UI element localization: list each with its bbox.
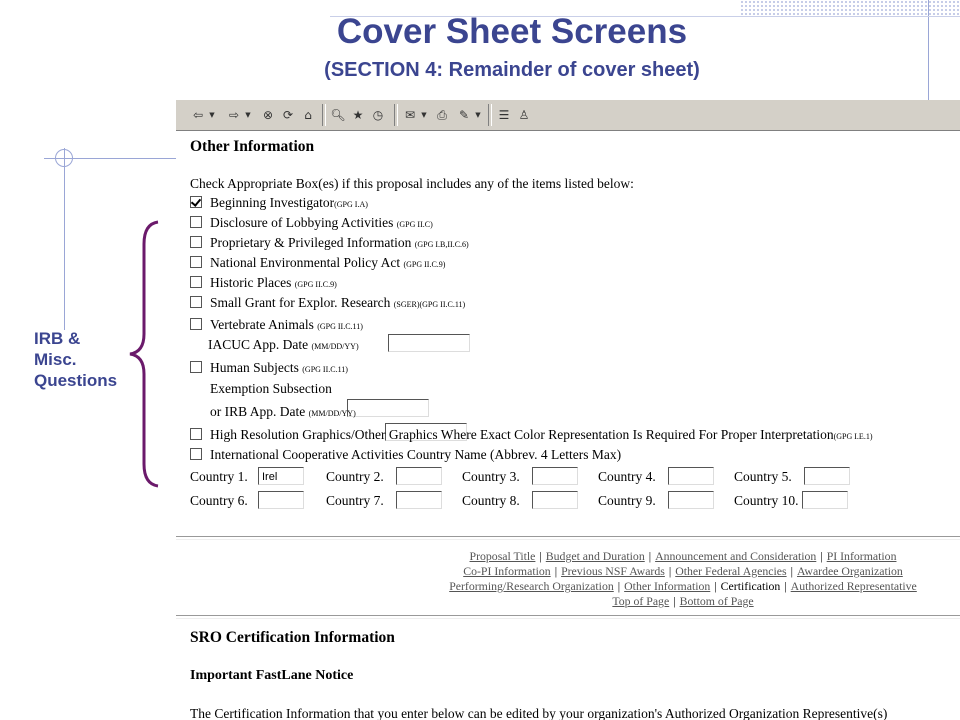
- checkbox-proprietary[interactable]: [190, 236, 202, 248]
- nav-separator: |: [648, 549, 652, 563]
- nav-link[interactable]: Performing/Research Organization: [449, 579, 614, 593]
- nav-link[interactable]: Authorized Representative: [790, 579, 917, 593]
- checkbox-sger[interactable]: [190, 296, 202, 308]
- country-input[interactable]: [668, 491, 714, 509]
- item-label: National Environmental Policy Act: [210, 255, 404, 270]
- dropdown-arrow-icon[interactable]: ▼: [421, 111, 427, 119]
- section-heading: Other Information: [190, 138, 315, 155]
- item-ref: (GPG I.E.1): [833, 432, 873, 441]
- checkbox-item[interactable]: [190, 274, 337, 292]
- stop-icon[interactable]: ⊗: [262, 108, 274, 122]
- country-label: Country 1.: [190, 469, 248, 484]
- checkbox-vertebrate[interactable]: [190, 318, 202, 330]
- nav-link[interactable]: Bottom of Page: [679, 594, 754, 608]
- country-input[interactable]: [396, 491, 442, 509]
- nav-separator: |: [668, 564, 672, 578]
- slide-subtitle: (SECTION 4: Remainder of cover sheet): [324, 59, 700, 81]
- checkbox-beginning-investigator[interactable]: [190, 196, 202, 208]
- curly-brace-icon: [120, 218, 164, 490]
- country-label: Country 8.: [462, 493, 520, 508]
- print-icon[interactable]: ⎙: [437, 108, 447, 122]
- refresh-icon[interactable]: ⟳: [282, 108, 294, 122]
- deco-vertical-line-left: [64, 148, 65, 330]
- nav-separator: |: [790, 564, 793, 578]
- brace-label-line: Misc.: [34, 350, 77, 369]
- toolbar-separator: [488, 104, 492, 126]
- home-icon[interactable]: ⌂: [304, 108, 312, 122]
- brace-label-line: Questions: [34, 371, 118, 390]
- country-label: Country 2.: [326, 469, 384, 484]
- item-label: Human Subjects: [210, 360, 303, 375]
- nav-link[interactable]: Co-PI Information: [463, 564, 551, 578]
- country-input[interactable]: [804, 467, 850, 485]
- sro-heading: SRO Certification Information: [190, 629, 395, 646]
- country-input[interactable]: [396, 467, 442, 485]
- instruction-text: Check Appropriate Box(es) if this proposal includes any of the items listed below:: [190, 176, 634, 191]
- item-ref: (GPG I.B,II.C.6): [414, 240, 469, 249]
- nav-link: Certification: [720, 579, 781, 593]
- item-label: Disclosure of Lobbying Activities: [210, 215, 397, 230]
- country-input[interactable]: [532, 467, 578, 485]
- nav-separator: |: [820, 549, 823, 563]
- country-label: Country 7.: [326, 493, 384, 508]
- search-icon[interactable]: 🔍︎: [330, 108, 346, 122]
- item-label: International Cooperative Activities Country Name (Abbrev. 4 Letters Max): [210, 447, 622, 462]
- nav-link-row: [411, 594, 955, 609]
- checkbox-item[interactable]: [190, 316, 363, 334]
- dropdown-arrow-icon[interactable]: ▼: [209, 111, 215, 119]
- nav-separator: |: [539, 549, 542, 563]
- browser-toolbar: [176, 100, 960, 131]
- nav-link-row: [411, 579, 955, 594]
- nav-link[interactable]: Budget and Duration: [545, 549, 645, 563]
- checkbox-item[interactable]: [190, 254, 445, 272]
- checkbox-item[interactable]: [190, 446, 621, 464]
- item-label: Historic Places: [210, 275, 295, 290]
- forward-icon[interactable]: ⇨: [228, 108, 240, 122]
- irb-label-text: or IRB App. Date: [210, 404, 309, 419]
- nav-link[interactable]: Announcement and Consideration: [655, 549, 817, 563]
- deco-circle: [55, 149, 73, 167]
- nav-link-row: [411, 549, 955, 564]
- favorites-icon[interactable]: ★: [352, 108, 364, 122]
- nav-link[interactable]: PI Information: [826, 549, 897, 563]
- checkbox-item[interactable]: [190, 234, 469, 252]
- checkbox-nepa[interactable]: [190, 256, 202, 268]
- notice-heading: Important FastLane Notice: [190, 668, 354, 683]
- history-icon[interactable]: ◷: [372, 108, 384, 122]
- item-label: Proprietary & Privileged Information: [210, 235, 415, 250]
- item-ref: (GPG II.C.9): [403, 260, 446, 269]
- checkbox-high-res-graphics[interactable]: [190, 428, 202, 440]
- nav-separator: |: [673, 594, 676, 608]
- nav-link[interactable]: Proposal Title: [469, 549, 536, 563]
- country-label: Country 6.: [190, 493, 248, 508]
- country-input[interactable]: [668, 467, 714, 485]
- country-label: Country 3.: [462, 469, 520, 484]
- dropdown-arrow-icon[interactable]: ▼: [475, 111, 481, 119]
- item-label: High Resolution Graphics/Other Graphics Where Exact Color Representation Is Required For Proper Interpretation: [210, 427, 834, 442]
- dropdown-arrow-icon[interactable]: ▼: [245, 111, 251, 119]
- country-input[interactable]: Irel: [258, 467, 304, 485]
- toolbar-separator: [322, 104, 326, 126]
- item-label: Small Grant for Explor. Research: [210, 295, 394, 310]
- slide-title: Cover Sheet Screens: [336, 12, 688, 51]
- messenger-icon[interactable]: ♙: [518, 108, 530, 122]
- divider: [176, 615, 960, 619]
- country-input[interactable]: [258, 491, 304, 509]
- nav-separator: |: [784, 579, 787, 593]
- irb-label: [210, 404, 356, 420]
- iacuc-label-text: IACUC App. Date: [208, 337, 312, 352]
- brace-label-line: IRB &: [34, 329, 81, 348]
- iacuc-label: [208, 337, 359, 353]
- edit-icon[interactable]: ✎: [458, 108, 470, 122]
- item-ref: (GPG I.A): [334, 200, 368, 209]
- nav-separator: |: [617, 579, 621, 593]
- checkbox-item[interactable]: [190, 426, 872, 444]
- country-label: Country 10.: [734, 493, 799, 508]
- brace-label: [34, 328, 117, 391]
- country-input[interactable]: [802, 491, 848, 509]
- item-label: Vertebrate Animals: [210, 317, 318, 332]
- checkbox-item[interactable]: [190, 214, 433, 232]
- item-ref: (GPG II.C.9): [294, 280, 337, 289]
- browser-screenshot: [176, 100, 960, 720]
- notice-text: The Certification Information that you enter below can be edited by your organization's Authorized Organization Representive(s): [190, 706, 888, 720]
- checkbox-human-subjects[interactable]: [190, 361, 202, 373]
- discuss-icon[interactable]: ☰: [498, 108, 510, 122]
- checkbox-lobbying[interactable]: [190, 216, 202, 228]
- iacuc-ref: (MM/DD/YY): [311, 342, 359, 351]
- nav-link[interactable]: Other Federal Agencies: [675, 564, 787, 578]
- country-label: Country 9.: [598, 493, 656, 508]
- item-ref: (SGER)(GPG II.C.11): [393, 300, 466, 309]
- checkbox-international[interactable]: [190, 448, 202, 460]
- back-icon[interactable]: ⇦: [192, 108, 204, 122]
- item-ref: (GPG II.C.11): [302, 365, 348, 374]
- nav-link-row: [411, 564, 955, 579]
- toolbar-separator: [394, 104, 398, 126]
- nav-link[interactable]: Other Information: [624, 579, 711, 593]
- checkbox-item[interactable]: [190, 359, 348, 377]
- nav-separator: |: [554, 564, 558, 578]
- checkbox-item[interactable]: [190, 194, 368, 212]
- iacuc-date-input[interactable]: [388, 334, 470, 352]
- exemption-input[interactable]: [347, 399, 429, 417]
- nav-link[interactable]: Top of Page: [612, 594, 670, 608]
- country-input[interactable]: [532, 491, 578, 509]
- mail-icon[interactable]: ✉: [404, 108, 416, 122]
- country-label: Country 4.: [598, 469, 656, 484]
- nav-link[interactable]: Previous NSF Awards: [561, 564, 665, 578]
- item-ref: (GPG II.C): [396, 220, 433, 229]
- nav-link[interactable]: Awardee Organization: [796, 564, 903, 578]
- exemption-label: Exemption Subsection: [210, 381, 332, 396]
- checkbox-historic-places[interactable]: [190, 276, 202, 288]
- item-ref: (GPG II.C.11): [317, 322, 363, 331]
- country-label: Country 5.: [734, 469, 792, 484]
- irb-ref: (MM/DD/YY): [308, 409, 356, 418]
- item-label: Beginning Investigator: [210, 195, 335, 210]
- divider: [176, 536, 960, 540]
- checkbox-item[interactable]: [190, 294, 465, 312]
- nav-separator: |: [714, 579, 717, 593]
